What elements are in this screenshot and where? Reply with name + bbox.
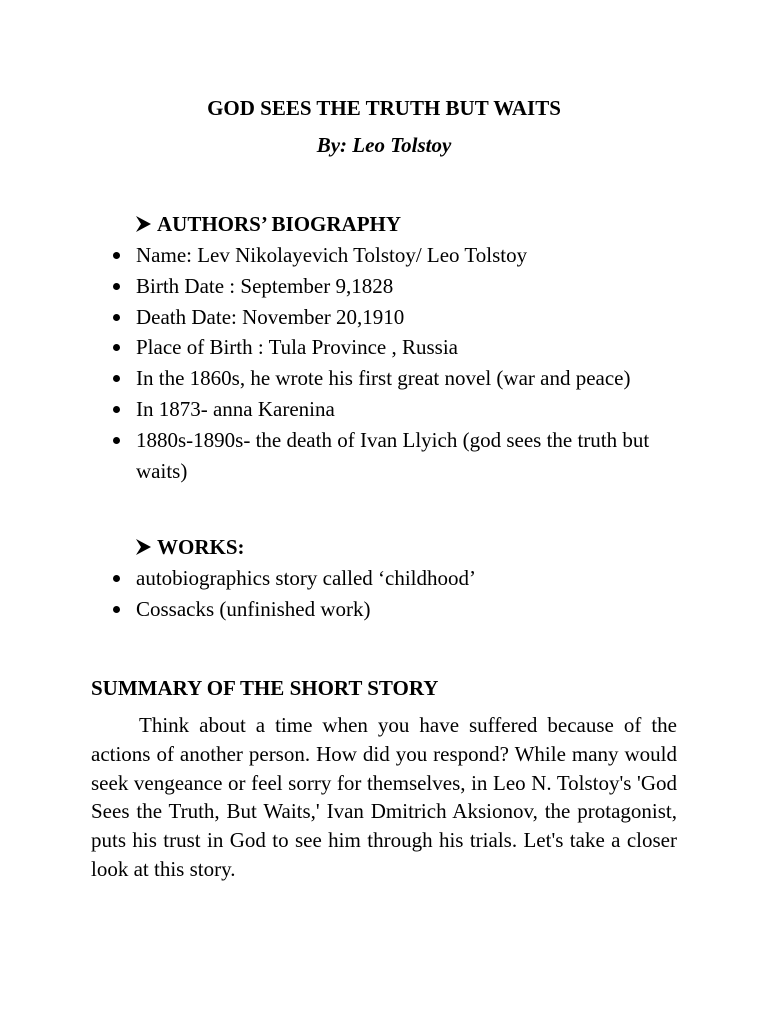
- list-item-text: Birth Date : September 9,1828: [136, 273, 394, 298]
- arrowhead-right-icon: [135, 215, 152, 233]
- summary-paragraph: Think about a time when you have suffered because of the actions of another person. How did you respond? While many would seek vengeance or feel sorry for themselves, in Leo N. Tolstoy's 'God Sees the Truth, But Waits,' Ivan Dmitrich Aksionov, the protagonist, puts his trust in God to see him through his trials. Let's take a closer look at this story.: [91, 713, 677, 881]
- biography-heading: [135, 211, 401, 237]
- list-item: [111, 363, 691, 394]
- list-item: [111, 240, 691, 271]
- list-item: [111, 563, 691, 594]
- bullet-dot-icon: [113, 406, 120, 413]
- list-item-text: Name: Lev Nikolayevich Tolstoy/ Leo Tolstoy: [136, 243, 528, 267]
- bullet-dot-icon: [113, 283, 120, 290]
- summary-heading: SUMMARY OF THE SHORT STORY: [91, 676, 439, 700]
- works-heading-label: WORKS:: [157, 535, 245, 559]
- list-item-text: 1880s-1890s- the death of Ivan Llyich (god sees the truth but waits): [136, 427, 650, 483]
- bullet-dot-icon: [113, 437, 120, 444]
- bullet-dot-icon: [113, 314, 120, 321]
- bullet-dot-icon: [113, 252, 120, 259]
- list-item: [111, 271, 691, 302]
- list-item: [111, 594, 691, 625]
- list-item-text: Cossacks (unfinished work): [136, 596, 371, 621]
- list-item-text: In the 1860s, he wrote his first great novel (war and peace): [136, 366, 631, 391]
- arrowhead-right-icon: [135, 538, 152, 556]
- bullet-dot-icon: [113, 375, 120, 382]
- document-title: GOD SEES THE TRUTH BUT WAITS: [207, 96, 561, 120]
- list-item-text: In 1873- anna Karenina: [136, 396, 335, 421]
- bullet-dot-icon: [113, 344, 120, 351]
- list-item-text: autobiographics story called ‘childhood’: [136, 566, 476, 590]
- biography-heading-label: AUTHORS’ BIOGRAPHY: [157, 212, 402, 236]
- list-item: [111, 425, 656, 487]
- bullet-dot-icon: [113, 575, 120, 582]
- list-item: [111, 332, 691, 363]
- works-list: [111, 563, 691, 625]
- list-item: [111, 394, 691, 425]
- author-byline: By: Leo Tolstoy: [316, 133, 452, 157]
- biography-list: [111, 240, 691, 486]
- list-item-text: Death Date: November 20,1910: [136, 304, 405, 329]
- works-heading: [135, 534, 245, 560]
- bullet-dot-icon: [113, 606, 120, 613]
- list-item-text: Place of Birth : Tula Province , Russia: [136, 335, 458, 360]
- list-item: [111, 302, 691, 333]
